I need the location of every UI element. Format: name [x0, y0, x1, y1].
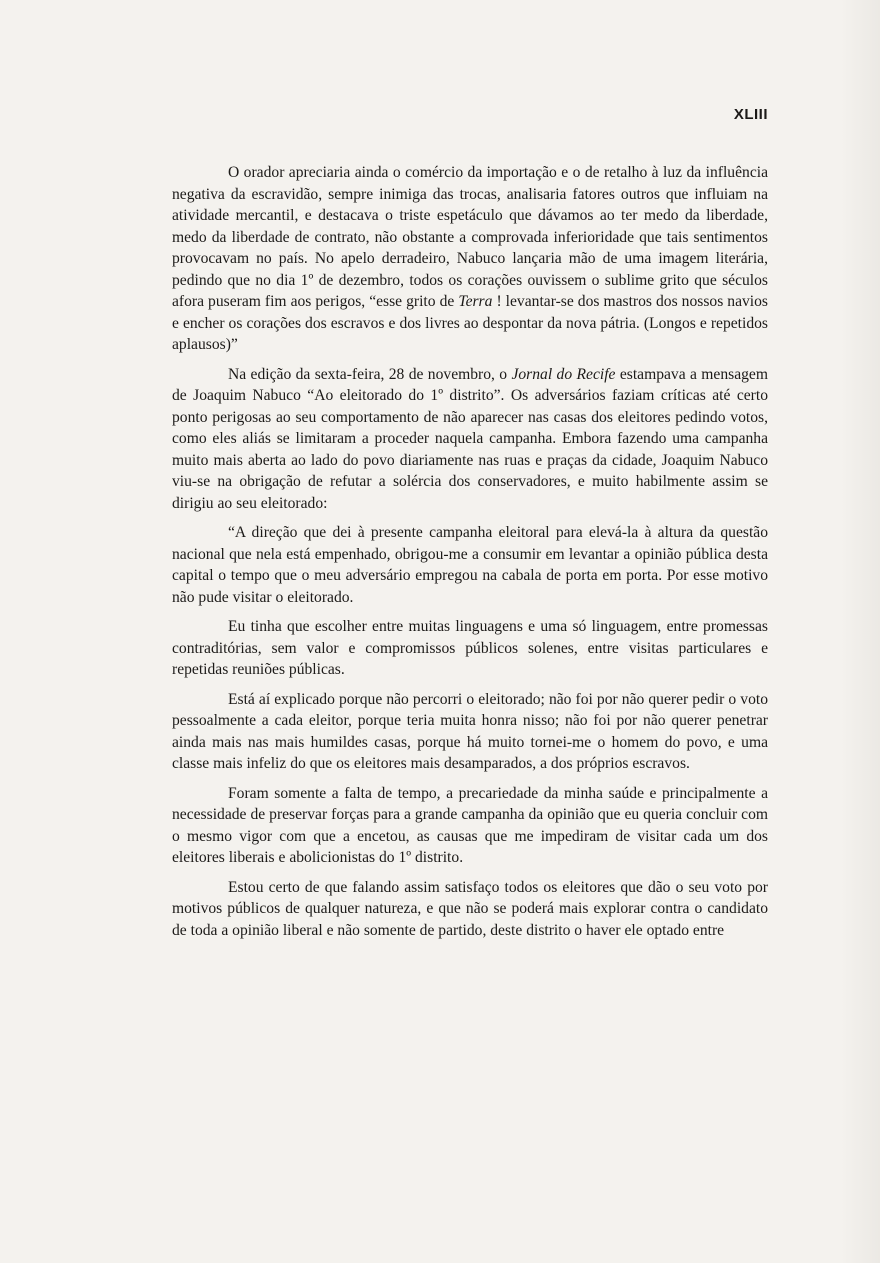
paragraph-6: Foram somente a falta de tempo, a precariedade da minha saúde e principalmente a necessidade de preservar forças para a grande campanha da opinião que eu queria concluir com o mesmo vigor com que a encetou, as causas que me impediram de visitar cada um dos eleitores liberais e abolicionistas do 1º distrito.: [172, 784, 768, 866]
paragraph-7: Estou certo de que falando assim satisfaço todos os eleitores que dão o seu voto por motivos públicos de qualquer natureza, e que não se poderá mais explorar contra o candidato de toda a opinião liberal e não somente de partido, deste distrito o haver ele optado entre: [172, 878, 768, 939]
paragraph-3: “A direção que dei à presente campanha eleitoral para elevá-la à altura da questão nacional que nela está empenhado, obrigou-me a consumir em levantar a opinião pública desta capital o tempo que o meu adversário empregou na cabala de porta em porta. Por esse motivo não pude visitar o eleitorado.: [172, 524, 768, 606]
page-number: XLIII: [733, 106, 768, 123]
body-text: [172, 162, 768, 949]
newspaper-title: Jornal do Recife: [511, 365, 616, 383]
paragraph-2: Na edição da sexta-feira, 28 de novembro, o Jornal do Recife estampava a mensagem de Joaquim Nabuco “Ao eleitorado do 1º distrito”. Os adversários faziam críticas até certo ponto perigosas ao seu comportamento de não aparecer nas casas dos eleitores pedindo votos, como eles aliás se limitaram a proceder naquela campanha. Embora fazendo uma campanha muito mais aberta ao lado do povo diariamente nas ruas e praças da cidade, Joaquim Nabuco viu-se na obrigação de refutar a solércia dos conservadores, e muito habilmente assim se dirigiu ao seu eleitorado:: [172, 365, 768, 512]
page-edge-shadow: [840, 0, 880, 1263]
italic-term: Terra: [458, 293, 493, 310]
paragraph-4: Eu tinha que escolher entre muitas linguagens e uma só linguagem, entre promessas contraditórias, sem valor e compromissos públicos solenes, entre visitas particulares e repetidas reuniões públicas.: [172, 618, 768, 678]
paragraph-1: O orador apreciaria ainda o comércio da importação e o de retalho à luz da influência negativa da escravidão, sempre inimiga das trocas, analisaria fatores outros que influiam na atividade mercantil, e destacava o triste espetáculo que dávamos ao ter medo da liberdade, medo da liberdade de contrato, não obstante a comprovada inferioridade que tais sentimentos provocavam no país. No apelo derradeiro, Nabuco lançaria mão de uma imagem literária, pedindo que no dia 1º de dezembro, todos os corações ouvissem o sublime grito que séculos afora puseram fim aos perigos, “esse grito de Terra ! levantar-se dos mastros dos nossos navios e encher os corações dos escravos e dos livres ao despontar da nova pátria. (Longos e repetidos aplausos)”: [172, 164, 768, 353]
paragraph-5: Está aí explicado porque não percorri o eleitorado; não foi por não querer pedir o voto pessoalmente a cada eleitor, porque teria muita honra nisso; não foi por não querer penetrar ainda mais nas mais humildes casas, porque há muito tornei-me o homem do povo, e uma classe mais infeliz do que os eleitores mais desamparados, a dos próprios escravos.: [172, 690, 768, 772]
